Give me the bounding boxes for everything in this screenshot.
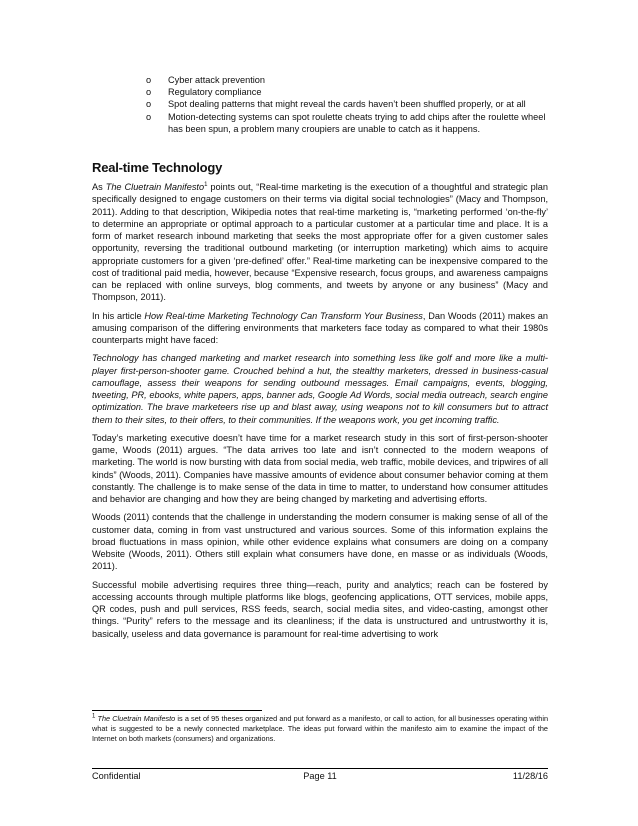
section-heading: Real-time Technology: [92, 160, 223, 175]
page-number: Page 11: [303, 771, 337, 781]
footnote: [92, 714, 548, 744]
footnote-number: 1: [92, 713, 96, 720]
body-text: [92, 181, 548, 646]
block-quote: Technology has changed marketing and market research into something less like golf and more like a multi-player first-person-shooter game. Crouched behind a hut, the stealthy marketers, dressed in business-casual camouflage, assess their weapons for sending outbound messages. Email campaigns, events, blogging, tweeting, PR, ebooks, white papers, apps, banner ads, Google Ad Words, social media outreach, search engine optimization. The brave marketeers rise up and blast away, using weapons not to kill consumers but to attract them to their sites, to their offers, to their communities. If the weapons work, you get incoming traffic.: [92, 353, 548, 425]
paragraph: Woods (2011) contends that the challenge in understanding the modern consumer is making sense of all of the customer data, coming in from vast unstructured and various sources. Some of this information explains the broad fluctuations in mass opinion, while other evidence explains what consumers are doing on a company Website (Woods, 2011). Others still explain what consumers have done, en masse or as individuals (Woods, 2011).: [92, 512, 548, 572]
footer-date: 11/28/16: [512, 771, 548, 781]
footer-divider: [92, 768, 548, 769]
paragraph-text: As: [92, 182, 106, 192]
book-title: The Cluetrain Manifesto: [105, 182, 205, 192]
bullet-text: Cyber attack prevention: [168, 75, 266, 85]
bullet-list: [146, 74, 548, 135]
paragraph: [92, 181, 548, 304]
bullet-marker: o: [146, 111, 152, 122]
paragraph-text: , Dan Woods (2011) makes an amusing comparison of the differing environments that marketers face today as compared to what their 1980s counterparts might have faced:: [92, 310, 548, 345]
list-item: [146, 111, 548, 135]
paragraph: [92, 310, 548, 347]
footer-confidential: Confidential: [92, 771, 141, 781]
footnote-divider: [92, 710, 262, 711]
footnote-title: The Cluetrain Manifesto: [97, 714, 176, 723]
paragraph-text: In his article: [92, 310, 145, 321]
bullet-marker: o: [146, 75, 152, 85]
footnote-text: is a set of 95 theses organized and put forward as a manifesto, or call to action, for all businesses operating within what is suggested to be a newly connected marketplace. The ideas put forward within the manifesto aim to examine the impact of the Internet on both markets (consumers) and organizations.: [92, 714, 549, 743]
paragraph: Successful mobile advertising requires three thing—reach, purity and analytics; reach can be fostered by accessing accounts through multiple platforms like blogs, geofencing applications, OTT services, mobile apps, QR codes, push and pull services, RSS feeds, search, social media sites, and video-casting, amongst other things. “Purity” refers to the message and its cleanliness; if the data is unstructured and untrustworthy it is, basically, useless and data governance is paramount for real-time advertising to work: [92, 579, 548, 639]
list-item: [146, 86, 548, 98]
footnote-ref[interactable]: 1: [204, 181, 208, 188]
bullet-text: Spot dealing patterns that might reveal the cards haven’t been shuffled properly, or at all: [168, 99, 526, 110]
page-footer: [92, 771, 548, 781]
bullet-marker: o: [146, 87, 152, 98]
bullet-text: Regulatory compliance: [168, 87, 262, 98]
paragraph-text: points out, “Real-time marketing is the execution of a thoughtful and strategic plan specifically designed to engage customers on their terms via digital social technologies” (Macy and Thompson, 2011). Adding to that description, Wikipedia notes that real-time marketing is, “marketing performed ‘on-the-fly’ to determine an appropriate or optimal approach to a particular customer at a particular time and place. It is a form of market research inbound marketing that seeks the most appropriate offer for a given customer sales opportunity, reversing the traditional outbound marketing (or interruption marketing) which aims to acquire appropriate customers for a given ‘pre-defined’ offer.” Real-time marketing can be inexpensive compared to the cost of traditional paid media, however, because “Expensive research, focus groups, and awareness campaigns can be replaced with online surveys, blog comments, and tweets by anyone or any business” (Macy and Thompson, 2011).: [92, 182, 548, 303]
list-item: [146, 98, 548, 110]
bullet-text: Motion-detecting systems can spot roulette cheats trying to add chips after the roulette wheel has been spun, a problem many croupiers are unable to catch as it happens.: [168, 111, 546, 134]
bullet-marker: o: [146, 99, 152, 110]
list-item: [146, 74, 548, 86]
article-title: How Real-time Marketing Technology Can Transform Your Business: [144, 310, 423, 321]
paragraph: Today’s marketing executive doesn’t have time for a market research study in this sort of first-person-shooter game, Woods (2011) argues. “The data arrives too late and isn’t connected to the modern weapons of marketing. The world is now bursting with data from social media, web traffic, mobile devices, and tripwires of all kinds” (Woods, 2011). Companies have massive amounts of evidence about consumer behavior coming at them constantly. The challenge is to make sense of the data in time to matter, to understand how consumer attitudes and behavior are changing and how they are being changed by marketing and advertising efforts.: [92, 432, 548, 504]
